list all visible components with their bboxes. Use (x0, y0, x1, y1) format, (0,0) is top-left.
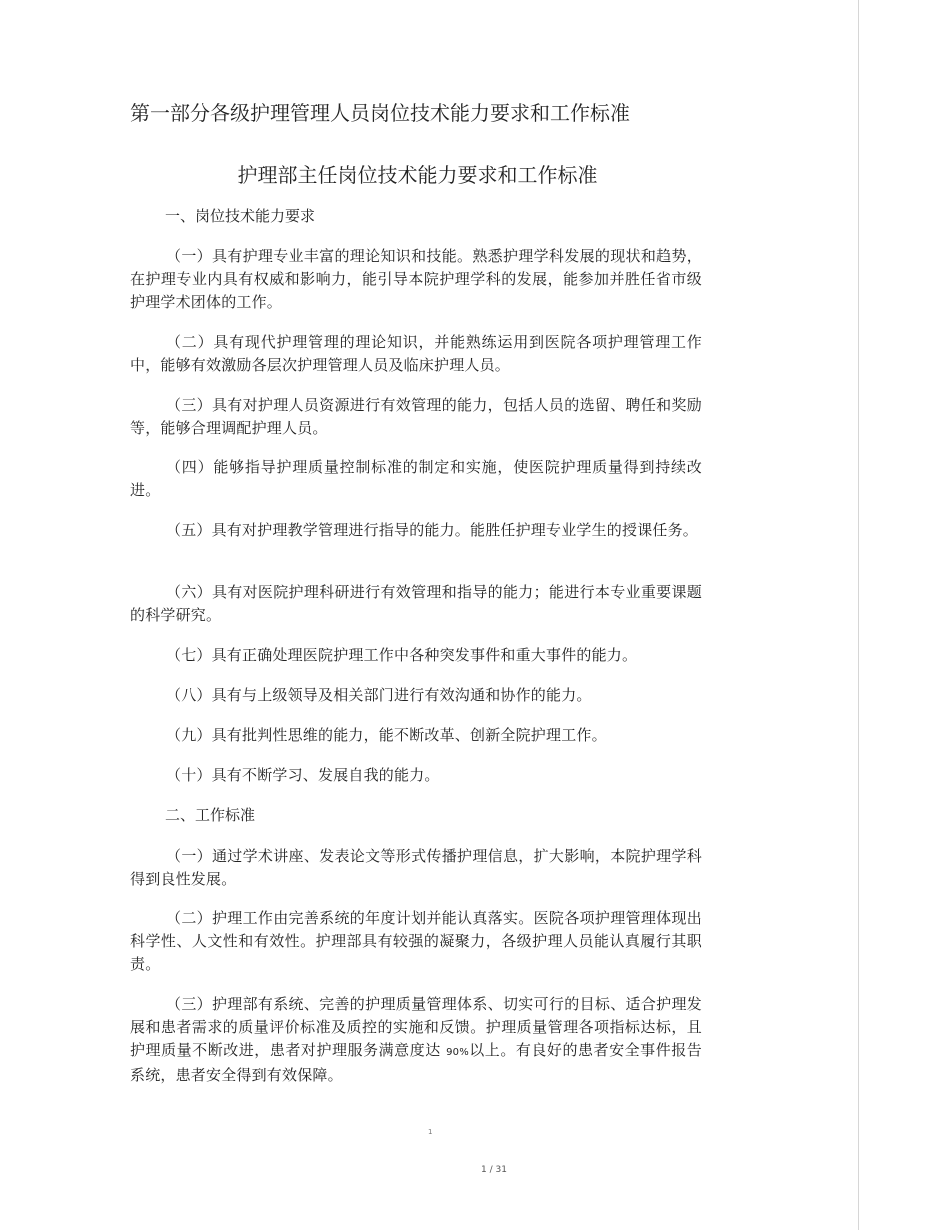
document-title: 第一部分各级护理管理人员岗位技术能力要求和工作标准 (130, 101, 630, 125)
satisfaction-percent: 90% (446, 1047, 469, 1058)
requirement-item-10: （十）具有不断学习、发展自我的能力。 (166, 766, 440, 784)
requirement-item-3: （三）具有对护理人员资源进行有效管理的能力，包括人员的选留、聘任和奖励等，能够合理调配护理人员。 (130, 396, 702, 437)
requirement-item-6: （六）具有对医院护理科研进行有效管理和指导的能力；能进行本专业重要课题的科学研究。 (130, 583, 702, 624)
requirement-item-1: （一）具有护理专业丰富的理论知识和技能。熟悉护理学科发展的现状和趋势，在护理专业内具有权威和影响力，能引导本院护理学科的发展，能参加并胜任省市级护理学术团体的工作。 (130, 247, 702, 311)
requirement-item-4: （四）能够指导护理质量控制标准的制定和实施，使医院护理质量得到持续改进。 (130, 458, 702, 499)
page-indicator: 1 / 31 (481, 1165, 507, 1175)
requirement-item-8: （八）具有与上级领导及相关部门进行有效沟通和协作的能力。 (166, 686, 592, 704)
standard-item-3-text-b: 以上。有良好的患者安全事件报告系统，患者安全得到有效保障。 (130, 1041, 702, 1084)
section-heading-requirements: 一、岗位技术能力要求 (165, 207, 316, 225)
document-subtitle: 护理部主任岗位技术能力要求和工作标准 (237, 163, 598, 187)
standard-item-3-text-a: （三）护理部有系统、完善的护理质量管理体系、切实可行的目标、适合护理发展和患者需求的质量评价标准及质控的实施和反馈。护理质量管理各项指标达标，且护理质量不断改进，患者对护理服务满意度达 (130, 995, 702, 1059)
standard-item-3 (130, 993, 702, 1087)
requirement-item-5: （五）具有对护理教学管理进行指导的能力。能胜任护理专业学生的授课任务。 (166, 521, 699, 539)
standard-item-1: （一）通过学术讲座、发表论文等形式传播护理信息，扩大影响，本院护理学科得到良性发展。 (130, 847, 702, 888)
footer-mark: 1 (428, 1128, 433, 1136)
requirement-item-9: （九）具有批判性思维的能力，能不断改革、创新全院护理工作。 (166, 726, 607, 744)
standard-item-2: （二）护理工作由完善系统的年度计划并能认真落实。医院各项护理管理体现出科学性、人文性和有效性。护理部具有较强的凝聚力，各级护理人员能认真履行其职责。 (130, 909, 702, 973)
viewer-gutter (859, 0, 950, 1230)
section-heading-standards: 二、工作标准 (165, 806, 256, 824)
requirement-item-7: （七）具有正确处理医院护理工作中各种突发事件和重大事件的能力。 (166, 646, 638, 664)
requirement-item-2: （二）具有现代护理管理的理论知识，并能熟练运用到医院各项护理管理工作中，能够有效激励各层次护理管理人员及临床护理人员。 (130, 333, 702, 374)
